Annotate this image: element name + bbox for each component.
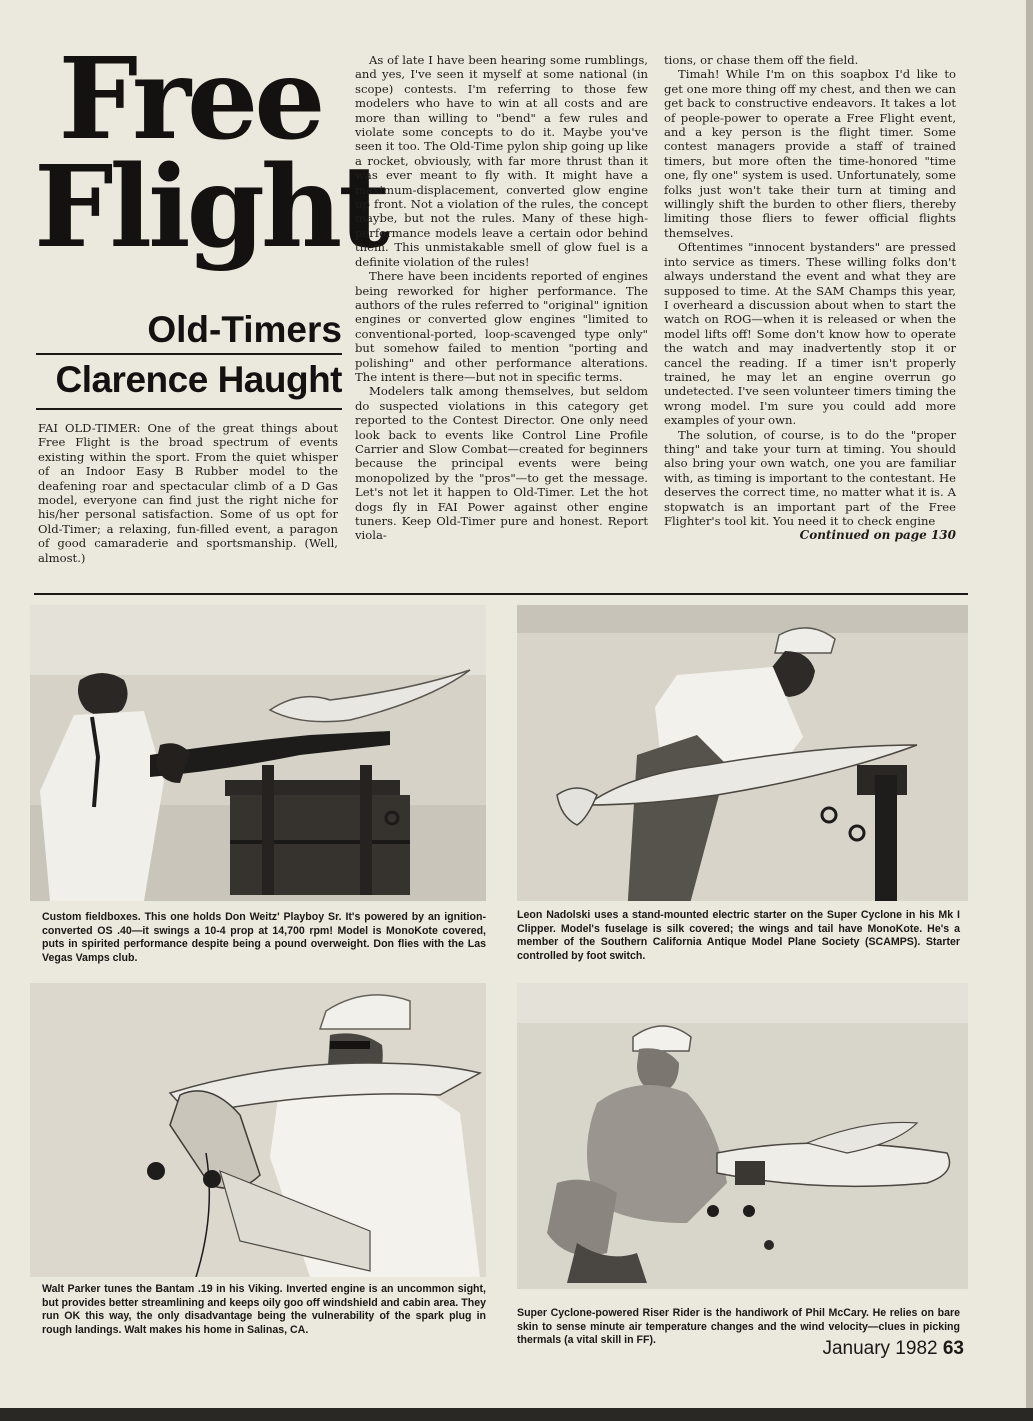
caption-photo-1: Custom fieldboxes. This one holds Don Weitz' Playboy Sr. It's powered by an ignition-converted OS .40—it swings a 10-4 prop at 14,700 rpm! Model is MonoKote covered, puts in spirited performance despite being a pound overweight. Don flies with the Las Vegas Vamps club. <box>42 911 486 964</box>
article-column-1 <box>38 421 338 565</box>
page-footer <box>760 1338 964 1360</box>
paragraph: tions, or chase them off the field. <box>664 53 859 67</box>
photo-riser-rider <box>517 983 968 1289</box>
page-edge-shadow <box>1026 0 1033 1421</box>
article-column-2 <box>355 53 648 543</box>
photo-fieldbox <box>30 605 486 901</box>
paragraph: Timah! While I'm on this soapbox I'd like to get one more thing off my chest, and then we can get back to constructive endeavors. It takes a lot of people-power to operate a Free Flight event, and a key person is the flight timer. Some contest managers provide a staff of trained timers, but more often the time-honored "time one, fly one" system is used. Unfortunately, some folks just won't take their turn at timing and willingly shift the burden to other fliers, thereby limiting those fliers to fewer official flights themselves. <box>664 67 956 240</box>
paragraph: FAI OLD-TIMER: One of the great things about Free Flight is the broad spectrum of events existing within the sport. From the quiet whisper of an Indoor Easy B Rubber model to the deafening roar and spectacular climb of a D Gas model, everyone can find just the right niche for his/her personal satisfaction. Some of us opt for Old-Timer; a relaxing, fun-filled event, a paragon of good camaraderie and sportsmanship. (Well, almost.) <box>38 421 338 565</box>
caption-photo-2: Leon Nadolski uses a stand-mounted electric starter on the Super Cyclone in his Mk I Clipper. Model's fuselage is silk covered; the wings and tail have MonoKote. He's a member of the Southern California Antique Model Plane Society (SCAMPS). Starter controlled by foot switch. <box>517 909 960 962</box>
photo-electric-starter <box>517 605 968 901</box>
title-rule-top <box>36 353 342 355</box>
article-column-3 <box>664 53 956 543</box>
caption-photo-3: Walt Parker tunes the Bantam .19 in his Viking. Inverted engine is an uncommon sight, but provides better streamlining and keeps oily goo off windshield and cabin area. They run OK this way, the only disadvantage being the vulnerability of the spark plug in rough landings. Walt makes his home in Salinas, CA. <box>42 1283 486 1336</box>
paragraph: Oftentimes "innocent bystanders" are pressed into service as timers. These willing folks don't always understand the event and what they are supposed to time. At the SAM Champs this year, I overheard a discussion about when to start the watch on ROG—when it is released or when the model lifts off! Some don't know how to operate the watch and may inadvertently stop it or cancel the reading. If a timer isn't properly trained, he may let an engine overrun go undetected. I've seen volunteer timers timing the wrong model. I'm sure you could add more examples of your own. <box>664 240 956 428</box>
issue-date: January 1982 <box>822 1338 943 1359</box>
caption-photo-4: Super Cyclone-powered Riser Rider is the handiwork of Phil McCary. He relies on bare skin to sense minute air temperature changes and the wind velocity—clues in picking thermals (a vital skill in FF). <box>517 1307 960 1347</box>
continued-note: Continued on page 130 <box>799 528 956 543</box>
title-flight: Flight <box>34 142 387 273</box>
page-number: 63 <box>942 1338 964 1359</box>
title-rule-bottom <box>36 408 342 410</box>
paragraph: There have been incidents reported of engines being reworked for higher performance. The authors of the rules referred to "original" ignition engines or converted glow engines "limited to conventional-ported, loop-scavenged type only" but somehow failed to mention "porting and polishing" and other performance alterations. The intent is there—but not in specific terms. <box>355 269 648 384</box>
column-subtitle: Old-Timers <box>147 309 342 350</box>
section-divider <box>34 593 968 595</box>
paragraph: The solution, of course, is to do the "proper thing" and take your turn at timing. You should also bring your own watch, one you are familiar with, as timing is important to the contestant. He deserves the correct time, no matter what it is. A stopwatch is an important part of the Free Flighter's tool kit. You need it to check engine <box>664 427 956 528</box>
scan-bottom-border <box>0 1408 1033 1421</box>
paragraph: Modelers talk among themselves, but seldom do suspected violations in this category get reported to the Contest Director. One only need look back to events like Control Line Profile Carrier and Slow Combat—created for beginners because the principal events were being monopolized by the "pros"—to get the message. Let's not let it happen to Old-Timer. Let the hot dogs fly in FAI Power against other engine tuners. Keep Old-Timer pure and honest. Report viola- <box>355 384 648 543</box>
author-name: Clarence Haught <box>55 359 342 400</box>
photo-inverted-engine <box>30 983 486 1277</box>
title-free: Free <box>58 34 322 165</box>
paragraph: As of late I have been hearing some rumblings, and yes, I've seen it myself at some national (in scope) contests. I'm referring to those few modelers who have to win at all costs and are more than willing to "bend" a few rules and violate some concepts to do it. Maybe you've seen it too. The Old-Time pylon ship going up like a rocket, obviously, with far more thrust than it was ever meant to fly with. It might have a maximum-displacement, converted glow engine up front. Not a violation of the rules, the concept maybe, but not the rules. Many of these high-performance models leave a certain odor behind them. This unmistakable smell of glow fuel is a definite violation of the rules! <box>355 53 648 269</box>
